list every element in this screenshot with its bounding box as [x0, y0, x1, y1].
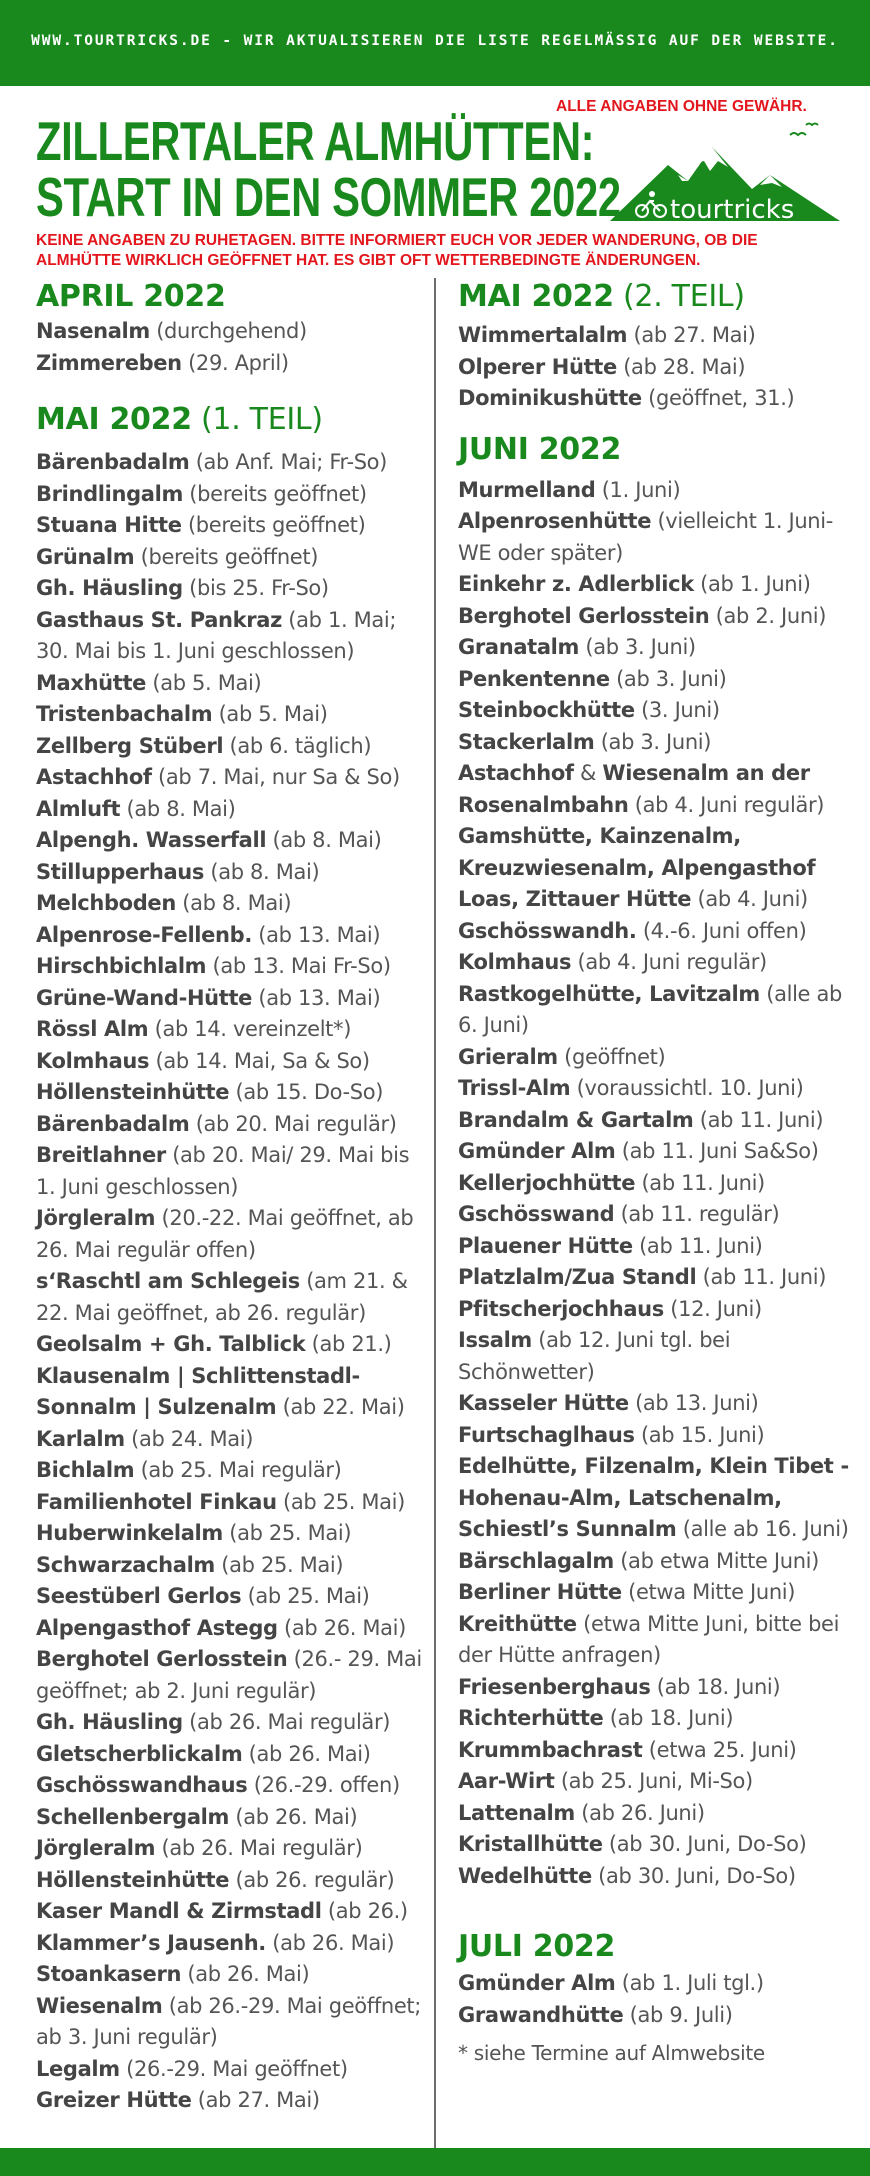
- hut-entry: [458, 1199, 858, 1231]
- page-title-line2: START IN DEN SOMMER 2022: [36, 166, 621, 228]
- hut-opening-info: (ab 26.): [321, 1899, 408, 1923]
- hut-entry: [458, 695, 858, 727]
- hut-opening-info: (ab 13. Mai): [252, 985, 381, 1010]
- hut-name: Platzlalm/Zua Standl: [458, 1265, 697, 1289]
- hut-entry: [458, 979, 858, 1042]
- hut-entry: [458, 727, 858, 759]
- hut-name: Grünalm: [36, 544, 135, 569]
- hut-entry: [36, 1707, 426, 1739]
- hut-entry: [36, 1770, 426, 1802]
- page-title: [36, 110, 621, 228]
- hut-opening-info: &: [573, 761, 603, 785]
- hut-opening-info: (ab 26. Mai): [265, 1930, 395, 1955]
- hut-opening-info: (ab Anf. Mai; Fr-So): [189, 450, 388, 474]
- hut-opening-info: (bereits geöffnet): [134, 544, 319, 569]
- hut-entry: [458, 1861, 858, 1893]
- hut-name: Trissl-Alm: [458, 1076, 571, 1100]
- hut-opening-info: (ab 9. Juli): [623, 2002, 733, 2027]
- hut-name: Brindlingalm: [36, 481, 183, 506]
- hut-opening-info: (ab 26. Mai regulär): [182, 1710, 391, 1734]
- hut-entry: [458, 1546, 858, 1578]
- hut-entry: [458, 1798, 858, 1830]
- hut-name: Olperer Hütte: [458, 354, 617, 379]
- hut-opening-info: (durchgehend): [149, 319, 307, 343]
- hut-name: Pfitscherjochhaus: [458, 1296, 664, 1321]
- hut-entry: [458, 1766, 858, 1798]
- hut-opening-info: (ab 30. Juni, Do-So): [591, 1863, 796, 1888]
- hut-name: Huberwinkelalm: [36, 1521, 223, 1545]
- hut-name: Gamshütte, Kainzenalm, Kreuzwiesenalm, Alpengasthof Loas, Zittauer Hütte: [458, 824, 816, 911]
- hut-entry: [458, 1073, 858, 1105]
- hut-name: Höllensteinhütte: [36, 1867, 230, 1892]
- hut-name: Berghotel Gerlosstein: [36, 1647, 288, 1671]
- hut-name: Kaser Mandl & Zirmstadl: [36, 1899, 322, 1923]
- hut-name: Issalm: [458, 1328, 532, 1352]
- hut-name: Berliner Hütte: [458, 1580, 622, 1604]
- hut-entry: [36, 951, 426, 983]
- hut-entry: [36, 1487, 426, 1519]
- hut-opening-info: (ab 22. Mai): [276, 1395, 405, 1419]
- hut-name: Brandalm & Gartalm: [458, 1107, 694, 1132]
- hut-opening-info: (ab 14. Mai, Sa & So): [149, 1048, 370, 1073]
- hut-entry: [36, 1203, 426, 1266]
- hut-name: Einkehr z. Adlerblick: [458, 572, 694, 596]
- hut-opening-info: (geöffnet): [557, 1044, 666, 1069]
- hut-opening-info: (26.-29. offen): [247, 1773, 400, 1797]
- section-heading: APRIL 2022: [36, 279, 226, 314]
- hut-entry: [458, 1420, 858, 1452]
- hut-entry: [458, 1231, 858, 1263]
- hut-entry: [36, 1833, 426, 1865]
- hut-entry: [36, 1140, 426, 1203]
- hut-entry: [458, 506, 858, 569]
- hut-name: Geolsalm + Gh. Talblick: [36, 1332, 306, 1356]
- hut-name: Klammer’s Jausenh.: [36, 1930, 266, 1955]
- hut-entry: [458, 1735, 858, 1767]
- hut-name: Wiesenalm: [36, 1993, 163, 2018]
- hut-entry: [36, 1613, 426, 1645]
- hut-name: Edelhütte, Filzenalm, Klein Tibet - Hohenau-Alm, Latschenalm, Schiestl’s Sunnalm: [458, 1454, 849, 1541]
- hut-entry: [36, 1550, 426, 1582]
- hut-opening-info: (ab 13. Mai Fr-So): [206, 954, 391, 978]
- hut-entry: [36, 825, 426, 857]
- hut-name: Maxhütte: [36, 670, 147, 695]
- hut-entry: [36, 1455, 426, 1487]
- hut-opening-info: (ab 8. Mai): [120, 796, 236, 821]
- hut-name: Gmünder Alm: [458, 1139, 616, 1163]
- hut-opening-info: (ab 21.): [305, 1332, 392, 1356]
- hut-entry: [36, 731, 426, 763]
- hut-entry: [36, 1014, 426, 1046]
- hut-opening-info: (ab 2. Juni): [709, 603, 827, 628]
- right-column: [458, 278, 858, 2065]
- hut-opening-info: (ab 7. Mai, nur Sa & So): [151, 765, 400, 789]
- hut-list: [458, 475, 858, 1893]
- hut-name: Kreithütte: [458, 1611, 577, 1636]
- hut-entry: [458, 352, 858, 384]
- section-mai-2: [458, 278, 858, 415]
- hut-opening-info: (ab 5. Mai): [212, 702, 328, 726]
- hut-opening-info: (ab 4. Juni regulär): [628, 792, 825, 817]
- hut-opening-info: (ab 25. Mai): [241, 1584, 370, 1608]
- hut-name: Gh. Häusling: [36, 576, 183, 600]
- hut-name: Lattenalm: [458, 1800, 575, 1825]
- hut-name: Gschösswandhaus: [36, 1773, 248, 1797]
- tourtricks-logo: [610, 115, 840, 225]
- hut-entry: [36, 983, 426, 1015]
- hut-name: Berghotel Gerlosstein: [458, 603, 710, 628]
- hut-name: Grawandhütte: [458, 2002, 624, 2027]
- hut-opening-info: (ab 13. Mai): [251, 922, 381, 947]
- section-juli: [458, 1928, 858, 2031]
- hut-name: Melchboden: [36, 891, 176, 915]
- hut-entry: [36, 1077, 426, 1109]
- hut-opening-info: (ab 11. Juni): [632, 1233, 763, 1258]
- hut-opening-info: (ab 26. Juni): [574, 1800, 705, 1825]
- hut-entry: [36, 794, 426, 826]
- hut-name: Greizer Hütte: [36, 2088, 192, 2112]
- hut-opening-info: (ab etwa Mitte Juni): [613, 1548, 820, 1573]
- hut-entry: [36, 1896, 426, 1928]
- hut-entry: [458, 821, 858, 916]
- section-juni: [458, 431, 858, 1893]
- hut-entry: [36, 2085, 426, 2117]
- hut-opening-info: (ab 15. Do-So): [229, 1080, 384, 1104]
- hut-opening-info: (ab 3. Juni): [579, 635, 696, 659]
- hut-entry: [458, 947, 858, 979]
- bottom-banner: [0, 2148, 870, 2176]
- hut-opening-info: (ab 3. Juni): [609, 666, 727, 691]
- logo-text: tourtricks: [670, 195, 795, 225]
- section-heading: MAI 2022 (2. TEIL): [458, 279, 745, 314]
- hut-name: Höllensteinhütte: [36, 1080, 230, 1104]
- hut-name: Stoankasern: [36, 1962, 182, 1986]
- hut-entry: [36, 348, 426, 380]
- hut-opening-info: (ab 26.-29. Mai geöffnet; ab 3. Juni regulär): [36, 1993, 422, 2049]
- hut-name: Friesenberghaus: [458, 1674, 651, 1699]
- hut-opening-info: (bereits geöffnet): [181, 513, 366, 537]
- hut-opening-info: (ab 26. Mai): [242, 1741, 371, 1766]
- hut-entry: [36, 1739, 426, 1771]
- hut-name: Alpengasthof Astegg: [36, 1615, 278, 1640]
- hut-name: Astachhof: [36, 765, 152, 789]
- hut-entry: [36, 479, 426, 511]
- hut-entry: [458, 569, 858, 601]
- hut-opening-info: (ab 25. Mai): [222, 1521, 352, 1545]
- hut-name: Zellberg Stüberl: [36, 733, 224, 758]
- hut-entry: [36, 573, 426, 605]
- hut-entry: [458, 1168, 858, 1200]
- hut-name: Karlalm: [36, 1426, 125, 1451]
- hut-entry: [458, 383, 858, 415]
- hut-entry: [36, 1329, 426, 1361]
- hut-name: s‘Raschtl am Schlegeis: [36, 1269, 300, 1293]
- hut-entry: [458, 1262, 858, 1294]
- hut-name: Seestüberl Gerlos: [36, 1584, 242, 1608]
- hut-name: Schwarzachalm: [36, 1552, 215, 1577]
- hut-name: Stackerlalm: [458, 729, 595, 754]
- hut-opening-info: (alle ab 6. Juni): [458, 981, 842, 1037]
- hut-entry: [36, 888, 426, 920]
- hut-opening-info: (ab 25. Mai): [214, 1552, 344, 1577]
- hut-entry: [36, 699, 426, 731]
- hut-opening-info: (ab 1. Juli tgl.): [615, 1971, 764, 1995]
- hut-entry: [36, 510, 426, 542]
- hut-name: Alpenrose-Fellenb.: [36, 922, 252, 947]
- hut-opening-info: (ab 25. Mai): [276, 1489, 405, 1514]
- hut-name: Alpenrosenhütte: [458, 509, 652, 533]
- hut-opening-info: (ab 3. Juni): [594, 729, 712, 754]
- hut-opening-info: (ab 1. Mai; 30. Mai bis 1. Juni geschlossen): [36, 607, 397, 663]
- hut-name: Hirschbichlalm: [36, 954, 207, 978]
- hut-opening-info: (ab 18. Juni): [650, 1674, 781, 1699]
- hut-name: Bärenbadalm: [36, 450, 190, 474]
- hut-entry: [458, 2000, 858, 2032]
- hut-opening-info: (ab 25. Juni, Mi-So): [554, 1769, 753, 1793]
- hut-opening-info: (ab 14. vereinzelt*): [148, 1017, 352, 1041]
- hut-entry: [36, 668, 426, 700]
- page-title-line1: ZILLERTALER ALMHÜTTEN:: [36, 110, 595, 172]
- warning-text: KEINE ANGABEN ZU RUHETAGEN. BITTE INFORMIERT EUCH VOR JEDER WANDERUNG, OB DIE ALMHÜTTE WIRKLICH GEÖFFNET HAT. ES GIBT OFT WETTERBEDINGTE ÄNDERUNGEN.: [36, 232, 758, 269]
- hut-entry: [36, 1581, 426, 1613]
- hut-name: Jörgleralm: [36, 1206, 156, 1230]
- hut-entry: [36, 1959, 426, 1991]
- hut-name: Penkentenne: [458, 666, 610, 691]
- hut-name: Rastkogelhütte, Lavitzalm: [458, 981, 760, 1006]
- hut-opening-info: (ab 11. Juni): [693, 1107, 824, 1132]
- hut-name: Wedelhütte: [458, 1863, 592, 1888]
- hut-name: Steinbockhütte: [458, 698, 635, 722]
- hut-name: Furtschaglhaus: [458, 1422, 635, 1447]
- footnote: * siehe Termine auf Almwebsite: [458, 2041, 765, 2065]
- hut-opening-info: (ab 26. regulär): [229, 1867, 395, 1892]
- hut-name: Astachhof: [458, 761, 574, 785]
- hut-opening-info: (ab 27. Mai): [627, 323, 756, 347]
- hut-name: Murmelland: [458, 477, 596, 502]
- section-heading: JULI 2022: [458, 1929, 616, 1964]
- hut-list: [36, 316, 426, 379]
- hut-name: Gh. Häusling: [36, 1710, 183, 1734]
- hut-opening-info: (am 21. & 22. Mai geöffnet, ab 26. regulär): [36, 1269, 408, 1325]
- hut-entry: [458, 601, 858, 633]
- hut-entry: [458, 1325, 858, 1388]
- top-banner: [0, 0, 870, 86]
- hut-list: [36, 447, 426, 2117]
- hut-name: Zimmereben: [36, 350, 182, 375]
- hut-name: Almluft: [36, 796, 121, 821]
- hut-entry: [36, 1644, 426, 1707]
- hut-entry: [36, 316, 426, 348]
- hut-name: Kristallhütte: [458, 1832, 603, 1856]
- hut-opening-info: (ab 5. Mai): [146, 670, 262, 695]
- hut-entry: [458, 758, 858, 821]
- hut-name: Kellerjochhütte: [458, 1170, 636, 1195]
- hut-opening-info: (ab 11. regulär): [614, 1202, 780, 1226]
- hut-opening-info: (12. Juni): [663, 1296, 762, 1321]
- hut-opening-info: (bis 25. Fr-So): [182, 576, 329, 600]
- hut-entry: [36, 1802, 426, 1834]
- hut-opening-info: (ab 11. Juni): [635, 1170, 765, 1195]
- hut-opening-info: (ab 25. Mai regulär): [134, 1458, 342, 1482]
- hut-opening-info: (ab 8. Mai): [204, 859, 320, 884]
- section-mai-1: [36, 401, 426, 2117]
- hut-entry: [458, 320, 858, 352]
- hut-opening-info: (ab 26. Mai): [181, 1962, 310, 1986]
- hut-entry: [36, 605, 426, 668]
- hut-name: Bärschlagalm: [458, 1548, 614, 1573]
- hut-opening-info: (bereits geöffnet): [182, 481, 367, 506]
- hut-opening-info: (ab 11. Juni Sa&So): [615, 1139, 819, 1163]
- hut-entry: [458, 1451, 858, 1546]
- hut-opening-info: (etwa Mitte Juni, bitte bei der Hütte anfragen): [458, 1611, 840, 1667]
- hut-entry: [36, 1424, 426, 1456]
- hut-opening-info: (26.- 29. Mai geöffnet; ab 2. Juni regulär): [36, 1647, 422, 1703]
- hut-entry: [458, 1136, 858, 1168]
- hut-opening-info: (ab 26. Mai): [277, 1615, 406, 1640]
- hut-opening-info: (1. Juni): [595, 477, 681, 502]
- hut-name: Tristenbachalm: [36, 702, 213, 726]
- hut-entry: [458, 632, 858, 664]
- hut-opening-info: (3. Juni): [634, 698, 720, 722]
- hut-entry: [458, 1105, 858, 1137]
- hut-name: Rössl Alm: [36, 1017, 149, 1041]
- hut-opening-info: (ab 20. Mai regulär): [189, 1111, 397, 1136]
- hut-name: Familienhotel Finkau: [36, 1489, 277, 1514]
- hut-entry: [36, 1266, 426, 1329]
- hut-name: Alpengh. Wasserfall: [36, 828, 267, 852]
- hut-entry: [36, 2054, 426, 2086]
- hut-opening-info: (ab 13. Juni): [628, 1391, 759, 1415]
- hut-entry: [458, 1672, 858, 1704]
- banner-text: WWW.TOURTRICKS.DE - WIR AKTUALISIEREN DIE LISTE REGELMÄSSIG AUF DER WEBSITE.: [31, 33, 839, 49]
- hut-name: Gasthaus St. Pankraz: [36, 607, 282, 632]
- hut-entry: [36, 1865, 426, 1897]
- hut-opening-info: (4.-6. Juni offen): [636, 918, 807, 943]
- hut-entry: [458, 664, 858, 696]
- hut-name: Bärenbadalm: [36, 1111, 190, 1136]
- hut-name: Schellenbergalm: [36, 1804, 230, 1829]
- hut-opening-info: (20.-22. Mai geöffnet, ab 26. Mai regulär offen): [36, 1206, 414, 1262]
- hut-opening-info: (ab 4. Juni regulär): [571, 950, 767, 974]
- hut-entry: [36, 1109, 426, 1141]
- hut-opening-info: (geöffnet, 31.): [641, 386, 795, 410]
- hut-name: Aar-Wirt: [458, 1769, 555, 1793]
- hut-opening-info: (29. April): [181, 350, 289, 375]
- hut-entry: [36, 857, 426, 889]
- hut-entry: [36, 762, 426, 794]
- hut-opening-info: (ab 24. Mai): [124, 1426, 254, 1451]
- hut-opening-info: (ab 12. Juni tgl. bei Schönwetter): [458, 1328, 731, 1384]
- hut-opening-info: (ab 30. Juni, Do-So): [602, 1832, 807, 1856]
- hut-name: Plauener Hütte: [458, 1233, 633, 1258]
- hut-name: Kolmhaus: [458, 950, 572, 974]
- left-column: [36, 278, 426, 2117]
- section-heading: JUNI 2022: [458, 431, 622, 467]
- hut-entry: [36, 920, 426, 952]
- hut-name: Granatalm: [458, 635, 580, 659]
- hut-opening-info: (ab 27. Mai): [191, 2088, 320, 2112]
- hut-opening-info: (ab 18. Juni): [603, 1706, 734, 1730]
- section-heading: MAI 2022 (1. TEIL): [36, 402, 323, 437]
- hut-entry: [36, 542, 426, 574]
- hut-name: Gmünder Alm: [458, 1971, 616, 1995]
- hut-name: Bichlalm: [36, 1458, 135, 1482]
- hut-name: Klausenalm | Schlittenstadl-Sonnalm | Sulzenalm: [36, 1363, 360, 1419]
- hut-name: Gschösswand: [458, 1202, 615, 1226]
- hut-opening-info: (alle ab 16. Juni): [676, 1517, 849, 1541]
- hut-entry: [458, 1388, 858, 1420]
- hut-entry: [36, 1046, 426, 1078]
- hut-entry: [458, 1829, 858, 1861]
- hut-name: Dominikushütte: [458, 386, 642, 410]
- hut-name: Stuana Hitte: [36, 513, 182, 537]
- hut-name: Stillupperhaus: [36, 859, 205, 884]
- hut-opening-info: (ab 20. Mai/ 29. Mai bis 1. Juni geschlossen): [36, 1143, 410, 1199]
- hut-name: Wiesenalm an der Rosenalmbahn: [458, 761, 810, 817]
- hut-name: Richterhütte: [458, 1706, 604, 1730]
- hut-opening-info: (ab 26. Mai regulär): [155, 1836, 363, 1860]
- hut-entry: [458, 1609, 858, 1672]
- hut-list: [458, 320, 858, 415]
- hut-opening-info: (ab 28. Mai): [616, 354, 746, 379]
- hut-name: Kasseler Hütte: [458, 1391, 629, 1415]
- hut-entry: [458, 1703, 858, 1735]
- hut-entry: [36, 1928, 426, 1960]
- hut-name: Wimmertalalm: [458, 323, 628, 347]
- hut-list: [458, 1968, 858, 2031]
- hut-opening-info: (ab 8. Mai): [266, 828, 382, 852]
- hut-name: Legalm: [36, 2056, 120, 2081]
- hut-entry: [458, 916, 858, 948]
- hut-name: Grieralm: [458, 1044, 558, 1069]
- hut-entry: [458, 1294, 858, 1326]
- section-april: [36, 278, 426, 379]
- hut-name: Grüne-Wand-Hütte: [36, 985, 253, 1010]
- hut-name: Nasenalm: [36, 319, 150, 343]
- disclaimer: ALLE ANGABEN OHNE GEWÄHR.: [556, 98, 807, 115]
- hut-entry: [36, 1991, 426, 2054]
- hut-opening-info: (26.-29. Mai geöffnet): [119, 2056, 348, 2081]
- hut-name: Jörgleralm: [36, 1836, 156, 1860]
- hut-entry: [458, 1968, 858, 2000]
- hut-name: Krummbachrast: [458, 1737, 643, 1762]
- hut-entry: [36, 447, 426, 479]
- hut-entry: [458, 1577, 858, 1609]
- hut-opening-info: (ab 15. Juni): [634, 1422, 765, 1447]
- hut-opening-info: (ab 1. Juni): [693, 572, 811, 596]
- hut-opening-info: (etwa Mitte Juni): [621, 1580, 796, 1604]
- hut-entry: [36, 1518, 426, 1550]
- hut-opening-info: (etwa 25. Juni): [642, 1737, 797, 1762]
- hut-opening-info: (ab 4. Juni): [691, 887, 808, 911]
- hut-opening-info: (vielleicht 1. Juni-WE oder später): [458, 509, 833, 565]
- hut-opening-info: (voraussichtl. 10. Juni): [570, 1076, 804, 1100]
- hut-opening-info: (ab 6. täglich): [223, 733, 372, 758]
- hut-entry: [458, 1042, 858, 1074]
- hut-name: Breitlahner: [36, 1143, 166, 1167]
- hut-name: Gschösswandh.: [458, 918, 637, 943]
- hut-entry: [458, 475, 858, 507]
- hut-opening-info: (ab 8. Mai): [175, 891, 292, 915]
- hut-opening-info: (ab 11. Juni): [696, 1265, 827, 1289]
- hut-name: Gletscherblickalm: [36, 1741, 243, 1766]
- column-divider: [434, 278, 436, 2148]
- hut-name: Kolmhaus: [36, 1048, 150, 1073]
- hut-opening-info: (ab 26. Mai): [229, 1804, 358, 1829]
- hut-entry: [36, 1361, 426, 1424]
